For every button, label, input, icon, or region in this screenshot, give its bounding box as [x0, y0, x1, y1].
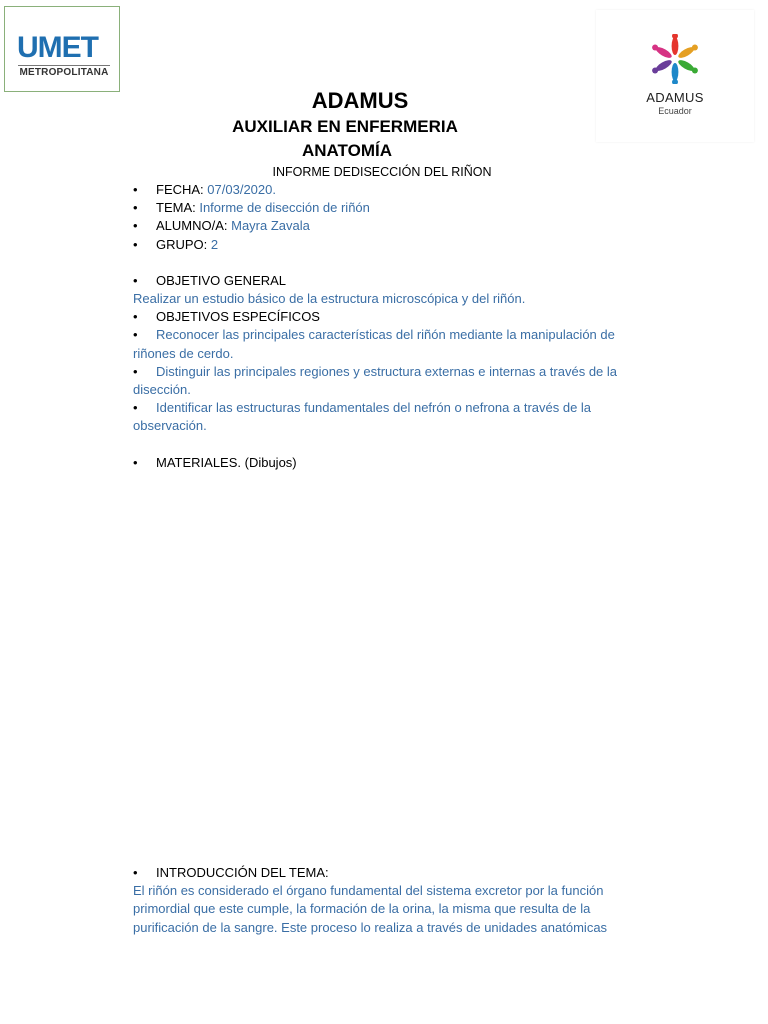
materiales-heading: • MATERIALES. (Dibujos): [133, 454, 658, 472]
objetivo-general-text: Realizar un estudio básico de la estructura microscópica y del riñón.: [133, 291, 526, 307]
info-label: ALUMNO/A:: [156, 218, 232, 234]
bullet-icon: •: [133, 363, 138, 379]
info-value: 07/03/2020.: [207, 182, 276, 197]
objetivo-especifico-text: Distinguir las principales regiones y estructura externas e internas a través de la disección.: [133, 363, 618, 398]
objetivo-general-heading: • OBJETIVO GENERAL: [133, 272, 658, 290]
adamus-brand: ADAMUS: [646, 90, 704, 105]
adamus-star-icon: [650, 34, 700, 84]
document-body: [133, 181, 658, 472]
umet-wordmark: UMET: [17, 31, 98, 64]
info-item-grupo: [133, 236, 658, 254]
course-title: AUXILIAR EN ENFERMERIA: [232, 117, 458, 136]
info-label: TEMA:: [156, 200, 200, 216]
objetivo-especifico-item: [133, 399, 658, 435]
info-label: GRUPO:: [156, 236, 211, 252]
introduccion-text: El riñón es considerado el órgano fundamental del sistema excretor por la función primordial que este cumple, la formación de la orina, la misma que resulta de la purificación de la sangre. Este proceso lo realiza a través de unidades anatómicas: [133, 883, 608, 935]
info-label: FECHA:: [156, 182, 208, 197]
umet-logo: [4, 6, 120, 92]
bullet-icon: •: [133, 400, 138, 416]
introduccion-heading: • INTRODUCCIÓN DEL TEMA:: [133, 864, 658, 882]
info-value: 2: [210, 236, 219, 252]
info-item-fecha: [133, 181, 658, 199]
objetivo-especifico-text: Identificar las estructuras fundamentales del nefrón o nefrona a través de la observación.: [133, 400, 592, 434]
spacer: [133, 436, 658, 454]
info-value: Informe de disección de riñón: [199, 200, 370, 216]
spacer: [133, 254, 658, 272]
objetivo-especifico-item: [133, 363, 658, 399]
info-item-tema: [133, 199, 658, 217]
adamus-sub: Ecuador: [658, 106, 692, 116]
bullet-icon: •: [133, 327, 138, 343]
subject-title: ANATOMÍA: [301, 141, 393, 160]
umet-divider: [18, 65, 110, 66]
objetivo-especifico-text: Reconocer las principales características del riñón mediante la manipulación de riñones de cerdo.: [133, 327, 615, 361]
info-item-alumno: [133, 217, 658, 235]
page-title: ADAMUS: [311, 88, 409, 113]
info-value: Mayra Zavala: [231, 218, 310, 234]
report-title: INFORME DEDISECCIÓN DEL RIÑON: [272, 165, 492, 179]
umet-tagline: METROPOLITANA: [19, 67, 109, 78]
introduccion-section: [133, 864, 658, 937]
objetivos-especificos-heading: • OBJETIVOS ESPECÍFICOS: [133, 308, 658, 326]
objetivo-especifico-item: [133, 326, 658, 362]
